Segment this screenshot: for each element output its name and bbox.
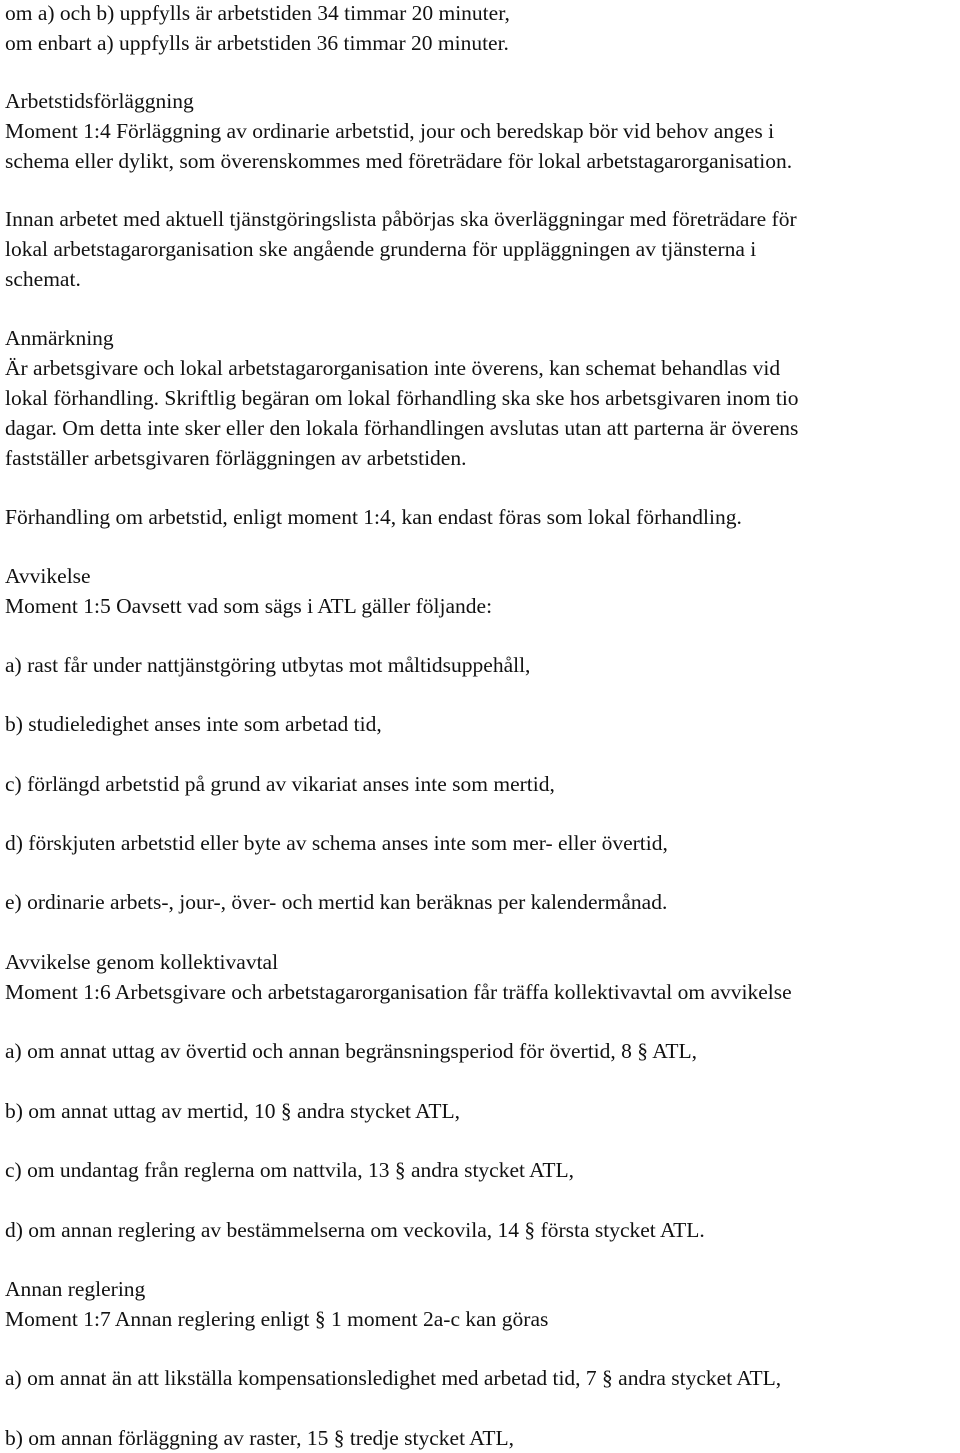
list-item: a) om annat uttag av övertid och annan begränsningsperiod för övertid, 8 § ATL, (5, 1039, 697, 1063)
text-line: om a) och b) uppfylls är arbetstiden 34 timmar 20 minuter, (5, 1, 510, 25)
list-item: b) om annan förläggning av raster, 15 § tredje stycket ATL, (5, 1426, 515, 1450)
list-item: c) om undantag från reglerna om nattvila, 13 § andra stycket ATL, (5, 1158, 574, 1182)
moment-line: Moment 1:6 Arbetsgivare och arbetstagarorganisation får träffa kollektivavtal om avvikelse (5, 980, 792, 1004)
list-item: a) om annat än att likställa kompensationsledighet med arbetad tid, 7 § andra stycket ATL, (5, 1366, 782, 1390)
section-heading: Avvikelse genom kollektivavtal (5, 950, 279, 974)
forhandling-paragraph (5, 502, 960, 532)
section-heading: Annan reglering (5, 1277, 146, 1301)
text-line: Förhandling om arbetstid, enligt moment 1:4, kan endast föras som lokal förhandling. (5, 505, 742, 529)
text-line: Är arbetsgivare och lokal arbetstagarorganisation inte överens, kan schemat behandlas vid (5, 356, 781, 380)
text-line: lokal förhandling. Skriftlig begäran om lokal förhandling ska ske hos arbetsgivaren inom tio (5, 386, 799, 410)
list-item: b) om annat uttag av mertid, 10 § andra stycket ATL, (5, 1099, 460, 1123)
section-heading: Arbetstidsförläggning (5, 89, 194, 113)
list-item: d) förskjuten arbetstid eller byte av schema anses inte som mer- eller övertid, (5, 831, 668, 855)
section-heading: Avvikelse (5, 564, 91, 588)
text-line: Moment 1:4 Förläggning av ordinarie arbetstid, jour och beredskap bör vid behov anges i (5, 119, 775, 143)
text-line: Innan arbetet med aktuell tjänstgöringslista påbörjas ska överläggningar med företrädare för (5, 207, 797, 231)
list-item: a) rast får under nattjänstgöring utbytas mot måltidsuppehåll, (5, 653, 531, 677)
intro-paragraph (5, 0, 960, 58)
moment-line: Moment 1:5 Oavsett vad som sägs i ATL gäller följande: (5, 594, 493, 618)
avvikelse-kollektivavtal-section (5, 947, 960, 1007)
innan-paragraph (5, 204, 960, 294)
moment-line: Moment 1:7 Annan reglering enligt § 1 moment 2a-c kan göras (5, 1307, 549, 1331)
text-line: lokal arbetstagarorganisation ske angående grunderna för uppläggningen av tjänsterna i (5, 237, 757, 261)
list-item: b) studieledighet anses inte som arbetad tid, (5, 712, 382, 736)
anmarkning-section (5, 323, 960, 473)
text-line: om enbart a) uppfylls är arbetstiden 36 timmar 20 minuter. (5, 31, 509, 55)
text-line: fastställer arbetsgivaren förläggningen av arbetstiden. (5, 446, 467, 470)
text-line: schema eller dylikt, som överenskommes med företrädare för lokal arbetstagarorganisation. (5, 149, 793, 173)
section-heading: Anmärkning (5, 326, 114, 350)
list-item: c) förlängd arbetstid på grund av vikariat anses inte som mertid, (5, 772, 555, 796)
text-line: dagar. Om detta inte sker eller den lokala förhandlingen avslutas utan att parterna är överens (5, 416, 799, 440)
list-item: d) om annan reglering av bestämmelserna om veckovila, 14 § första stycket ATL. (5, 1218, 705, 1242)
list-item: e) ordinarie arbets-, jour-, över- och mertid kan beräknas per kalendermånad. (5, 890, 668, 914)
avvikelse-section (5, 561, 960, 621)
annan-reglering-section (5, 1274, 960, 1334)
text-line: schemat. (5, 267, 81, 291)
arbetstidsforlaggning-section (5, 86, 960, 176)
